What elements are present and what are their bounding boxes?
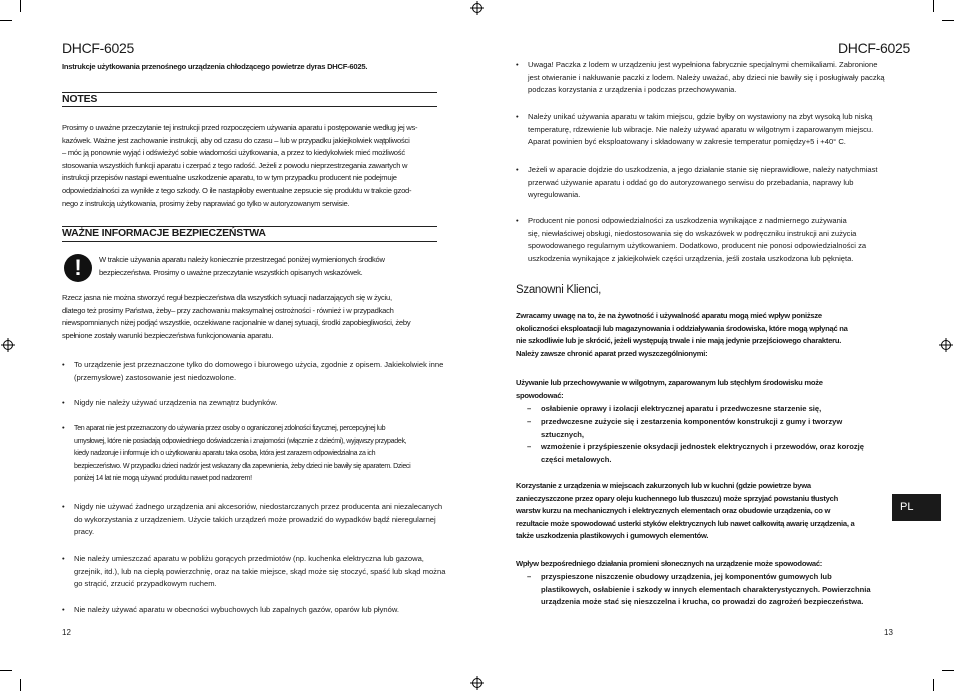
bullet-text-line: przerwać używanie aparatu i oddać go do autoryzowanego serwisu do przebadania, naprawy lub: [528, 177, 854, 187]
text-line: Zwracamy uwagę na to, że na żywotność i używalność aparatu mogą mieć wpływ poniższe: [516, 311, 822, 320]
text-line: kazówek. Ważne jest zachowanie instrukcji, aby od czasu do czasu – lub w przypadku jakiejkolwiek wątpliwości: [62, 135, 410, 145]
bullet-dot: •: [62, 423, 65, 432]
text-line: zanieczyszczone przez opary oleju kuchennego lub tłuszczu) może sprzyjać powstaniu tłustych: [516, 493, 838, 503]
bullet-text-line: Uwaga! Paczka z lodem w urządzeniu jest wypełniona fabrycznie specjalnymi chemikaliami. Zabronione: [528, 60, 878, 69]
greeting: Szanowni Klienci,: [516, 284, 602, 296]
bullet-text-line: temperaturę, rdzewienie lub wibracje. Nie należy używać aparatu w wilgotnym i zaparowanym miejscu.: [528, 124, 874, 134]
dash-text-line: przedwczesne zużycie się i zestarzenia komponentów konstrukcji z gumy i tworzyw: [541, 417, 843, 426]
divider: [62, 106, 437, 107]
notes-heading: NOTES: [62, 93, 98, 105]
bullet-text-line: go strącić, zrzucić przypadkowym ruchem.: [74, 579, 217, 589]
divider: [62, 226, 437, 227]
text-line: także uszkodzenia plastikowych i gumowych elementów.: [516, 531, 709, 541]
bullet-dot: •: [516, 216, 519, 225]
safety-heading: WAŻNE INFORMACJE BEZPIECZEŃSTWA: [62, 227, 266, 239]
text-line: odpowiedzialności za wynikłe z tego szkody. O ile nastąpiłoby ewentualne zepsucie się produktu w trakcie gzod-: [62, 186, 412, 195]
dash-marker: –: [527, 442, 532, 451]
dash-marker: –: [527, 404, 532, 413]
text-line: Rzecz jasna nie można stworzyć reguł bezpieczeństwa dla wszystkich sytuacji nadarzających się w życiu,: [62, 293, 392, 302]
text-line: niewspomnianych niżej podjąć wszystkie, oczekiwane racjonalnie w danej sytuacji, środki zapobiegliwości, żeby: [62, 318, 411, 328]
bullet-text-line: Producent nie ponosi odpowiedzialności za uszkodzenia wynikające z nadmiernego zużywania: [528, 216, 847, 225]
bullet-text-line: Jeżeli w aparacie dojdzie do uszkodzenia, a jego działanie stanie się nieprawidłowe, należy natychmiast: [528, 165, 878, 174]
model-header: DHCF-6025: [62, 40, 134, 56]
bullet-text-line: poniżej 14 lat nie mogą używać produktu nawet pod nadzorem!: [74, 474, 252, 483]
bullet-dot: •: [62, 605, 65, 614]
crop-mark: [942, 20, 954, 21]
registration-mark-icon: [939, 338, 953, 352]
text-line: Korzystanie z urządzenia w miejscach zakurzonych lub w kuchni (gdzie powietrze bywa: [516, 481, 811, 490]
page-number: 13: [884, 628, 893, 637]
divider: [62, 241, 437, 242]
text-line: – móc ją ponownie wyjąć i odświeżyć sobie wiadomości użytkowania, a przez to kiedykolwiek mieć możliwość: [62, 148, 405, 158]
bullet-text-line: bezpieczeństwo. W przypadku dzieci nadzór jest wskazany dla zapewnienia, żeby dzieci nie bawiły się aparatem. Dzieci: [74, 461, 411, 470]
dash-text-line: wzmożenie i przyśpieszenie oksydacji jednostek elektrycznych i przewodów, oraz korozję: [541, 442, 864, 451]
crop-mark: [942, 670, 954, 671]
registration-mark-icon: [1, 338, 15, 352]
dash-marker: –: [527, 417, 532, 426]
bullet-text-line: pracy.: [74, 527, 95, 537]
bullet-dot: •: [62, 398, 65, 407]
text-line: stosowania wszystkich funkcji aparatu i czerpać z tego radość. Jeżeli z powodu nieprzestrzegania zawartych w: [62, 160, 408, 170]
bullet-text-line: Należy unikać używania aparatu w takim miejscu, gdzie byłby on wystawiony na zbyt wysoką lub niską: [528, 112, 873, 121]
dash-text-line: przyspieszone niszczenie obudowy urządzenia, jej komponentów gumowych lub: [541, 572, 832, 581]
registration-mark-icon: [470, 676, 484, 690]
text-line: bezpieczeństwa. Prosimy o uważne przeczytanie wszystkich opisanych wskazówek.: [99, 267, 363, 277]
text-line: spełnione zostały warunki bezpieczeństwa funkcjonowania aparatu.: [62, 330, 274, 340]
crop-mark: [0, 670, 12, 671]
bullet-text-line: jest otwieranie i nakłuwanie paczki z lodem. Należy uważać, aby dzieci nie bawiły się i posługiwały paczką: [528, 72, 885, 82]
bullet-text-line: umysłowej, które nie posiadają odpowiedniego doświadczenia i znajomości (włącznie z dziećmi), wyjąwszy przypadek,: [74, 436, 407, 445]
dash-text-line: plastikowych, osłabienie i szkody w innych elementach charakterystycznych. Powierzchnia: [541, 584, 871, 594]
crop-mark: [933, 0, 934, 12]
text-line: Należy zawsze chronić aparat przed wyszczególnionymi:: [516, 348, 708, 358]
bullet-text-line: To urządzenie jest przeznaczone tylko do domowego i biurowego użycia, zgodnie z opisem. Jakiekolwiek inne: [74, 360, 444, 369]
text-line: nego z instrukcją użytkowania, prosimy żeby naprawiać go tylko w autoryzowanym serwisie.: [62, 198, 350, 208]
bullet-text-line: uszkodzenia wynikające z jakiejkolwiek części urządzenia, jeśli została uszkodzona lub pęknięta.: [528, 253, 854, 263]
model-header: DHCF-6025: [838, 40, 910, 56]
bullet-text-line: podczas korzystania z urządzenia i podczas przechowywania.: [528, 85, 737, 95]
bullet-text-line: Ten aparat nie jest przeznaczony do używania przez osoby o ograniczonej zdolności fizycznej, percepcyjnej lub: [74, 424, 386, 432]
text-line: Używanie lub przechowywanie w wilgotnym, zaparowanym lub stęchłym środowisku może: [516, 378, 823, 387]
text-line: spowodować:: [516, 390, 564, 400]
bullet-dot: •: [62, 360, 65, 369]
text-line: dlatego też prosimy Państwa, żeby– przy zachowaniu maksymalnej ostrożności - również i w przypadkach: [62, 305, 394, 315]
exclamation-symbol: !: [74, 255, 82, 280]
bullet-text-line: (przemysłowe) zastosowanie jest niedozwolone.: [74, 372, 237, 382]
bullet-dot: •: [516, 60, 519, 69]
bullet-text-line: Nie należy umieszczać aparatu w pobliżu gorących przedmiotów (np. kuchenka elektryczna lub gazowa,: [74, 554, 424, 563]
bullet-text-line: Aparat powinien być eksploatowany i składowany w zakresie temperatur pomiędzy+5 i +40° C.: [528, 137, 846, 147]
crop-mark: [20, 679, 21, 691]
bullet-text-line: wyregulowania.: [528, 190, 581, 200]
dash-text-line: sztucznych,: [541, 429, 585, 439]
intro-text: Instrukcje użytkowania przenośnego urządzenia chłodzącego powietrze dyras DHCF-6025.: [62, 62, 368, 71]
bullet-dot: •: [62, 502, 65, 511]
registration-mark-icon: [470, 1, 484, 15]
crop-mark: [933, 679, 934, 691]
crop-mark: [0, 20, 12, 21]
page-number: 12: [62, 628, 71, 637]
text-line: rezultacie może spowodować usterki styków elektrycznych lub nawet całkowitą awarię urządzenia, a: [516, 518, 855, 528]
text-line: Prosimy o uważne przeczytanie tej instrukcji przed rozpoczęciem używania aparatu i postępowanie według jej ws-: [62, 123, 418, 132]
bullet-text-line: Nie należy używać aparatu w obecności wybuchowych lub zapalnych gazów, oparów lub płynów.: [74, 605, 400, 614]
bullet-text-line: Nigdy nie używać żadnego urządzenia ani akcesoriów, niedostarczanych przez producenta ani niezalecanych: [74, 502, 443, 511]
bullet-dot: •: [62, 554, 65, 563]
dash-text-line: osłabienie oprawy i izolacji elektrycznej aparatu i przedwczesne starzenie się,: [541, 404, 822, 413]
bullet-text-line: Nigdy nie należy używać urządzenia na zewnątrz budynków.: [74, 398, 278, 407]
bullet-text-line: się, niewłaściwej obsługi, niedostosowania się do wskazówek w podręczniku instrukcji ani zużycia: [528, 228, 857, 238]
dash-text-line: urządzenia może stać się nieszczelna i krucha, co prowadzi do zagrożeń bezpieczeństwa.: [541, 597, 864, 607]
text-line: okoliczności eksploatacji lub magazynowania i oddziaływania środowiska, które mogą wpłynąć na: [516, 323, 848, 333]
dash-text-line: części metalowych.: [541, 454, 612, 464]
bullet-text-line: kiedy nadzoruje i informuje ich o użytkowaniu aparatu taka osoba, która jest zarazem odpowiedzialna za ich: [74, 449, 376, 458]
text-line: warstw kurzu na mechanicznych i elektrycznych elementach oraz obudowie urządzenia, co w: [516, 506, 831, 516]
bullet-text-line: do wykorzystania z urządzeniem. Użycie takich urządzeń może prowadzić do wypadków bądź nieregularnej: [74, 514, 436, 524]
language-tab: PL: [892, 494, 941, 521]
text-line: W trakcie używania aparatu należy koniecznie przestrzegać poniżej wymienionych środków: [99, 255, 385, 264]
bullet-dot: •: [516, 165, 519, 174]
bullet-text-line: grzejnik, itd.), lub na ciepłą powierzchnię, oraz na takie miejsce, skąd może się stoczyć, spaść lub skąd można: [74, 566, 446, 576]
crop-mark: [20, 0, 21, 12]
bullet-text-line: spowodowanego regularnym użytkowaniem. Dodatkowo, producent nie ponosi odpowiedzialności za: [528, 241, 867, 251]
text-line: nie szkodliwie lub je skrócić, jeżeli występują trwale i nie mają jedynie przejściowego charakteru.: [516, 336, 842, 346]
exclamation-icon: [64, 254, 92, 282]
divider: [62, 92, 437, 93]
text-line: Wpływ bezpośredniego działania promieni słonecznych na urządzenie może spowodować:: [516, 559, 823, 568]
dash-marker: –: [527, 572, 532, 581]
text-line: instrukcji przepisów nastąpi ewentualne uszkodzenie aparatu, to w tym przypadku producent nie podejmuje: [62, 173, 397, 183]
bullet-dot: •: [516, 112, 519, 121]
